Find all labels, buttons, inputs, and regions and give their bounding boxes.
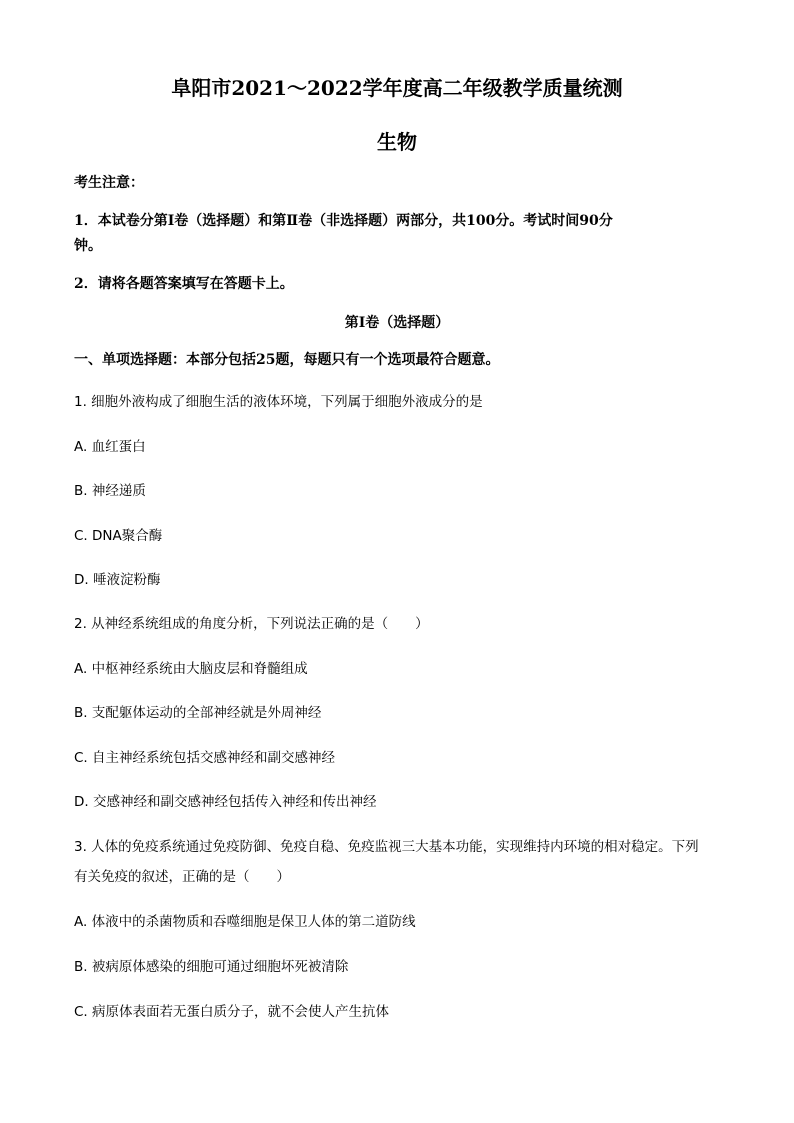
section-title: 第Ⅰ卷（选择题） — [344, 315, 450, 331]
notice-item-2: 2．请将各题答案填写在答题卡上。 — [74, 276, 294, 292]
question-2-option-b: B. 支配躯体运动的全部神经就是外周神经 — [74, 705, 322, 721]
question-1-option-a: A. 血红蛋白 — [74, 439, 146, 455]
question-2-stem: 2. 从神经系统组成的角度分析，下列说法正确的是（ ） — [74, 616, 429, 632]
notice-item-1-cont: 钟。 — [74, 238, 102, 254]
question-1-option-c: C. DNA聚合酶 — [74, 528, 163, 544]
question-2-option-a: A. 中枢神经系统由大脑皮层和脊髓组成 — [74, 661, 308, 677]
question-3-option-a: A. 体液中的杀菌物质和吞噬细胞是保卫人体的第二道防线 — [74, 914, 416, 930]
question-2-option-d: D. 交感神经和副交感神经包括传入神经和传出神经 — [74, 794, 377, 810]
section-instruction: 一、单项选择题：本部分包括25题，每题只有一个选项最符合题意。 — [74, 352, 500, 368]
question-1-option-d: D. 唾液淀粉酶 — [74, 572, 161, 588]
exam-title: 阜阳市2021～2022学年度高二年级教学质量统测 — [171, 76, 623, 100]
notice-item-1: 1．本试卷分第Ⅰ卷（选择题）和第Ⅱ卷（非选择题）两部分，共100分。考试时间90分 — [74, 213, 613, 229]
subject-title: 生物 — [377, 130, 417, 154]
question-1-stem: 1. 细胞外液构成了细胞生活的液体环境，下列属于细胞外液成分的是 — [74, 394, 483, 410]
question-1-option-b: B. 神经递质 — [74, 483, 146, 499]
question-3-option-c: C. 病原体表面若无蛋白质分子，就不会使人产生抗体 — [74, 1004, 390, 1020]
notice-heading: 考生注意： — [74, 175, 144, 191]
question-3-stem: 3. 人体的免疫系统通过免疫防御、免疫自稳、免疫监视三大基本功能，实现维持内环境的相对稳定。下列 — [74, 839, 699, 855]
question-3-option-b: B. 被病原体感染的细胞可通过细胞坏死被清除 — [74, 959, 349, 975]
question-3-stem-cont: 有关免疫的叙述，正确的是（ ） — [74, 869, 290, 885]
question-2-option-c: C. 自主神经系统包括交感神经和副交感神经 — [74, 750, 336, 766]
